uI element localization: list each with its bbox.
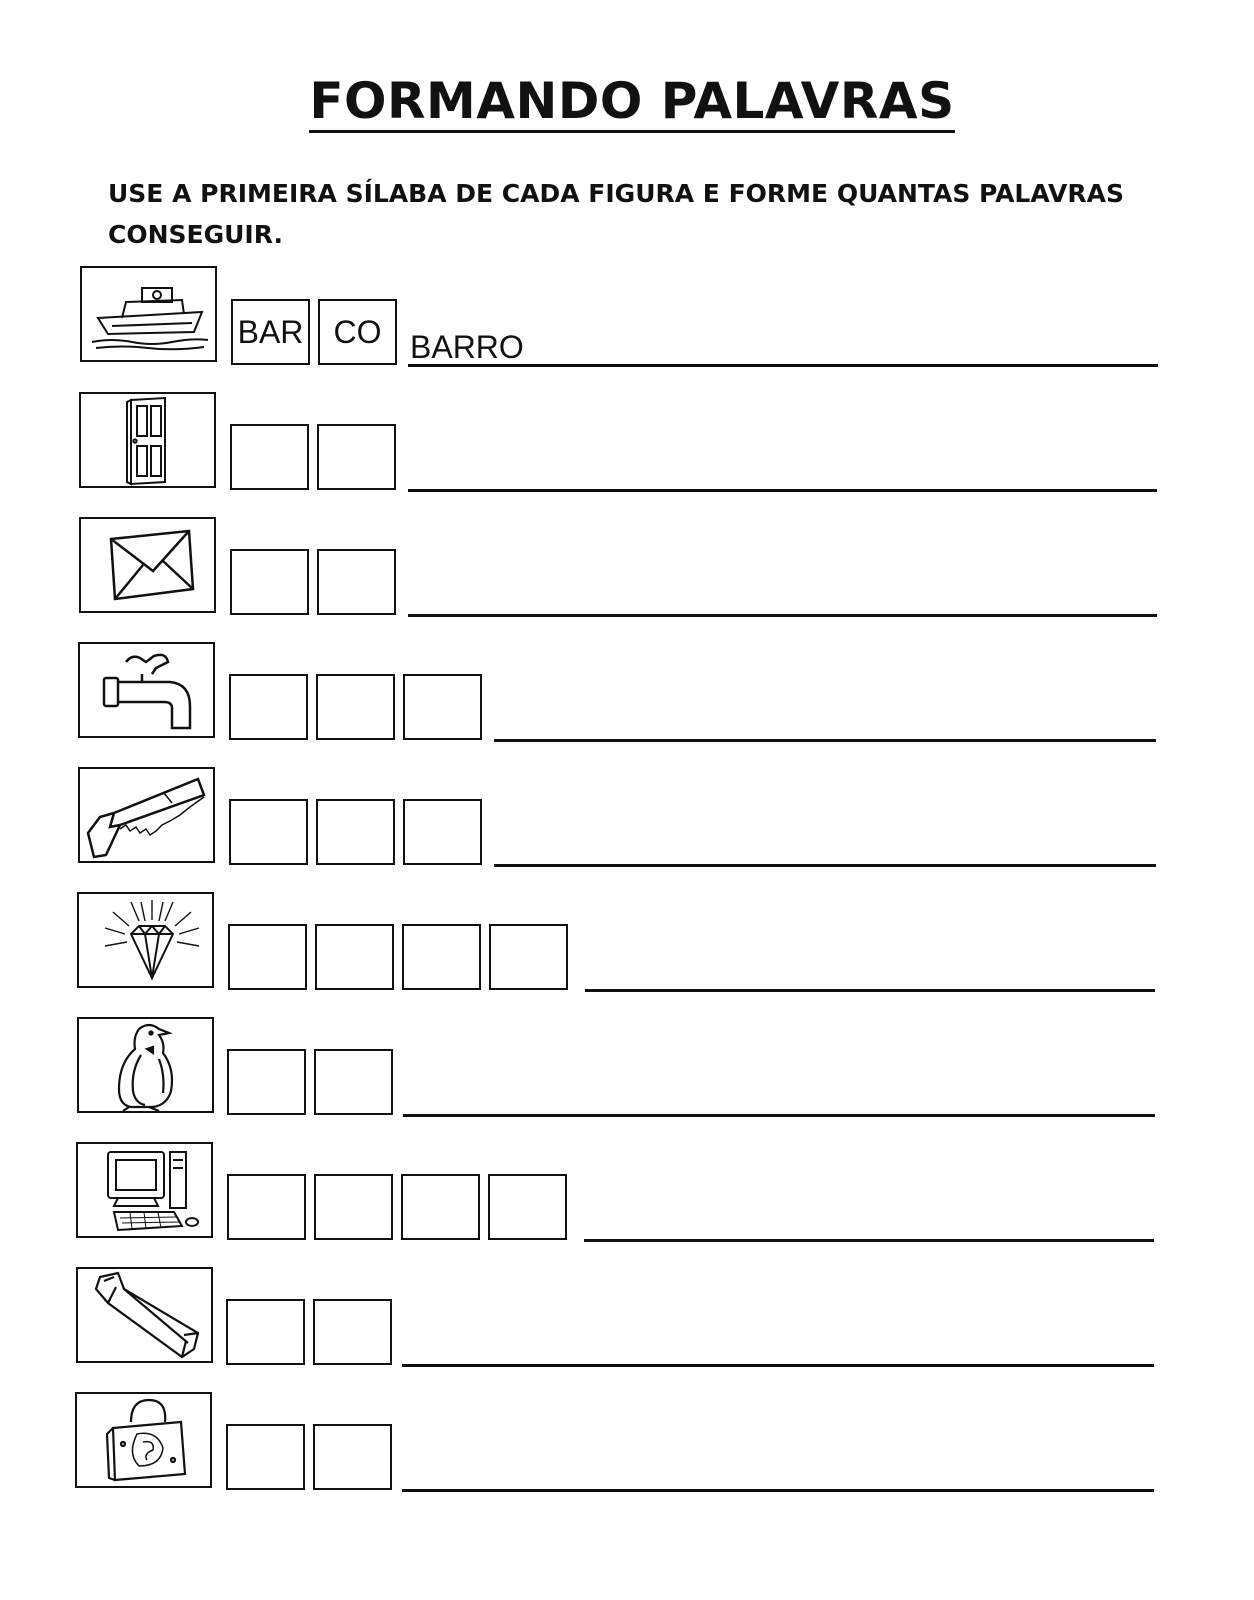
answer-text: BARRO [410, 329, 524, 365]
trousers-icon [78, 1269, 211, 1361]
syllable-box[interactable] [229, 799, 308, 865]
answer-line[interactable] [403, 1114, 1155, 1117]
syllable-box[interactable] [228, 924, 307, 990]
syllable-box[interactable] [313, 1299, 392, 1365]
boat-icon [82, 268, 215, 360]
syllable-box[interactable] [401, 1174, 480, 1240]
computer-icon [78, 1144, 211, 1236]
handbag-icon [77, 1394, 210, 1486]
syllable-box[interactable] [230, 424, 309, 490]
exercise-row [0, 1267, 1254, 1367]
picture-frame [80, 266, 217, 362]
answer-line[interactable] [408, 614, 1157, 617]
picture-frame [75, 1392, 212, 1488]
diamond-icon [79, 894, 212, 986]
answer-line[interactable] [402, 1364, 1154, 1367]
picture-frame [78, 767, 215, 863]
door-icon [81, 394, 214, 486]
exercise-row [0, 1017, 1254, 1117]
instructions: USE A PRIMEIRA SÍLABA DE CADA FIGURA E FORME QUANTAS PALAVRAS CONSEGUIR. [108, 179, 1124, 249]
syllable-box[interactable] [227, 1049, 306, 1115]
picture-frame [77, 1017, 214, 1113]
exercise-row [0, 517, 1254, 617]
picture-frame [79, 517, 216, 613]
syllable-box[interactable] [226, 1299, 305, 1365]
syllable-box[interactable] [313, 1424, 392, 1490]
syllable-box[interactable] [402, 924, 481, 990]
answer-line[interactable] [494, 739, 1156, 742]
answer-line[interactable] [408, 489, 1157, 492]
answer-line[interactable] [408, 364, 1158, 367]
syllable-box[interactable] [316, 674, 395, 740]
syllable-box[interactable] [317, 549, 396, 615]
syllable-box[interactable] [403, 674, 482, 740]
syllable-box[interactable] [226, 1424, 305, 1490]
syllable-box[interactable] [489, 924, 568, 990]
syllable-box[interactable] [317, 424, 396, 490]
syllable-box[interactable] [314, 1049, 393, 1115]
exercise-row [0, 1142, 1254, 1242]
answer-line[interactable] [494, 864, 1156, 867]
exercise-row [0, 1392, 1254, 1492]
answer-line[interactable] [402, 1489, 1154, 1492]
syllable-box[interactable] [316, 799, 395, 865]
picture-frame [76, 1142, 213, 1238]
syllable-box[interactable] [315, 924, 394, 990]
exercise-row [0, 767, 1254, 867]
picture-frame [79, 392, 216, 488]
answer-line[interactable] [584, 1239, 1154, 1242]
syllable-box[interactable]: BAR [231, 299, 310, 365]
penguin-icon [79, 1019, 212, 1111]
page-title [0, 72, 1254, 130]
syllable-box[interactable] [488, 1174, 567, 1240]
syllable-box[interactable] [227, 1174, 306, 1240]
envelope-icon [81, 519, 214, 611]
exercise-row [0, 892, 1254, 992]
exercise-row [0, 642, 1254, 742]
syllable-box[interactable] [229, 674, 308, 740]
answer-line[interactable] [585, 989, 1155, 992]
exercise-row [0, 392, 1254, 492]
picture-frame [76, 1267, 213, 1363]
syllable-box[interactable] [230, 549, 309, 615]
picture-frame [77, 892, 214, 988]
saw-icon [80, 769, 213, 861]
picture-frame [78, 642, 215, 738]
syllable-box[interactable] [314, 1174, 393, 1240]
title-text: FORMANDO PALAVRAS [309, 72, 954, 133]
syllable-box[interactable] [403, 799, 482, 865]
exercise-row [0, 266, 1254, 366]
faucet-icon [80, 644, 213, 736]
syllable-box[interactable]: CO [318, 299, 397, 365]
